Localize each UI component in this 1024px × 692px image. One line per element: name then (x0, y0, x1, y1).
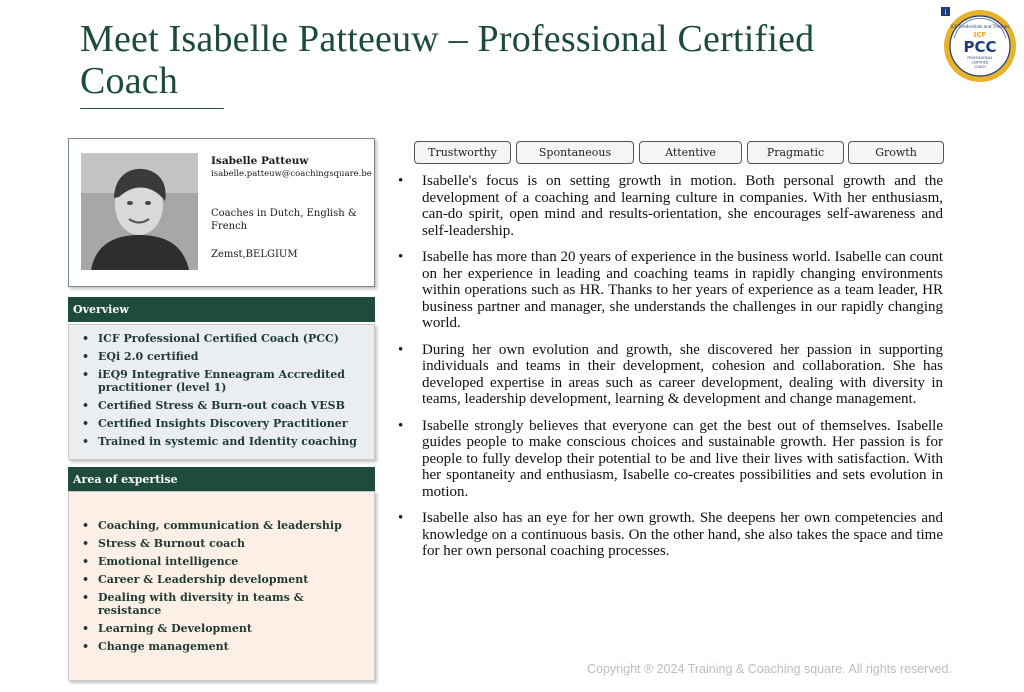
trait-tag: Pragmatic (747, 141, 844, 164)
bio-paragraph: • Isabelle's focus is on setting growth in motion. Both personal growth and the development of a coaching and learning culture in companies. With her enthusiasm, can-do spirit, open mind and results-orientation, she encourages self-awareness and self-leadership. (395, 173, 943, 239)
overview-box (68, 324, 375, 460)
list-item: • iEQ9 Integrative Enneagram Accredited practitioner (level 1) (69, 368, 369, 394)
profile-email[interactable]: isabelle.patteuw@coachingsquare.be (211, 169, 372, 179)
list-item: • Trained in systemic and Identity coaching (69, 435, 369, 448)
bio-paragraph: • Isabelle has more than 20 years of experience in the business world. Isabelle can count on her experience in leading and coaching teams in rapidly changing environments within operations such as HR. Thanks to her years of experience as a team leader, HR business partner and manager, she understands the challenges in our rapidly changing world. (395, 249, 943, 332)
profile-languages: Coaches in Dutch, English & French (211, 208, 357, 232)
list-item: • Change management (69, 640, 369, 653)
overview-heading: Overview (68, 297, 375, 322)
svg-text:ICF Credentials and Themes: ICF Credentials and Themes (950, 24, 1010, 29)
list-item: • Stress & Burnout coach (69, 537, 369, 550)
list-item: • Dealing with diversity in teams & resistance (69, 591, 369, 617)
svg-text:PROFESSIONAL: PROFESSIONAL (967, 56, 993, 60)
expertise-list (69, 519, 369, 658)
trait-tag: Trustworthy (414, 141, 511, 164)
list-item: • Emotional intelligence (69, 555, 369, 568)
bio-list (395, 173, 943, 570)
list-item: • Learning & Development (69, 622, 369, 635)
list-item: • Certified Insights Discovery Practitioner (69, 417, 369, 430)
bio-paragraph: • Isabelle also has an eye for her own growth. She deepens her own competencies and knowledge on a continuous basis. On the other hand, she also takes the space and time for her own personal coaching processes. (395, 510, 943, 560)
list-item: • Coaching, communication & leadership (69, 519, 369, 532)
svg-text:i: i (944, 8, 947, 17)
svg-text:CERTIFIED: CERTIFIED (971, 60, 989, 65)
trait-tag: Spontaneous (516, 141, 634, 164)
title-underline (80, 108, 224, 109)
profile-card (68, 138, 375, 287)
overview-list (69, 332, 369, 453)
profile-name: Isabelle Patteuw (211, 155, 309, 167)
svg-text:ICF: ICF (973, 31, 987, 39)
list-item: • ICF Professional Certified Coach (PCC) (69, 332, 369, 345)
svg-text:COACH: COACH (974, 65, 986, 69)
trait-tag: Attentive (639, 141, 742, 164)
trait-tag: Growth (848, 141, 944, 164)
list-item: • Certified Stress & Burn-out coach VESB (69, 399, 369, 412)
pcc-badge-logo (940, 6, 1018, 84)
copyright-notice: Copyright ® 2024 Training & Coaching square. All rights reserved. (587, 662, 952, 676)
expertise-heading: Area of expertise (68, 467, 375, 492)
expertise-box (68, 491, 375, 681)
list-item: • EQi 2.0 certified (69, 350, 369, 363)
profile-location: Zemst,BELGIUM (211, 249, 298, 260)
bio-paragraph: • Isabelle strongly believes that everyone can get the best out of themselves. Isabelle guides people to make conscious choices and sustainable growth. Her passion is for people to fully develop their potential to be and live their lives with satisfaction. With her spontaneity and enthusiasm, Isabelle co-creates possibilities and sets evolution in motion. (395, 418, 943, 501)
profile-info (211, 155, 371, 261)
list-item: • Career & Leadership development (69, 573, 369, 586)
page-title: Meet Isabelle Patteeuw – Professional Certified Coach (80, 18, 815, 102)
bio-paragraph: • During her own evolution and growth, she discovered her passion in supporting individuals and teams in their development, cohesion and collaboration. She has developed expertise in areas such as career development, dealing with diversity in teams, leadership development, learning & development and change management. (395, 342, 943, 408)
profile-photo (81, 153, 198, 270)
portrait-image (81, 153, 198, 270)
svg-text:PCC: PCC (963, 38, 997, 56)
